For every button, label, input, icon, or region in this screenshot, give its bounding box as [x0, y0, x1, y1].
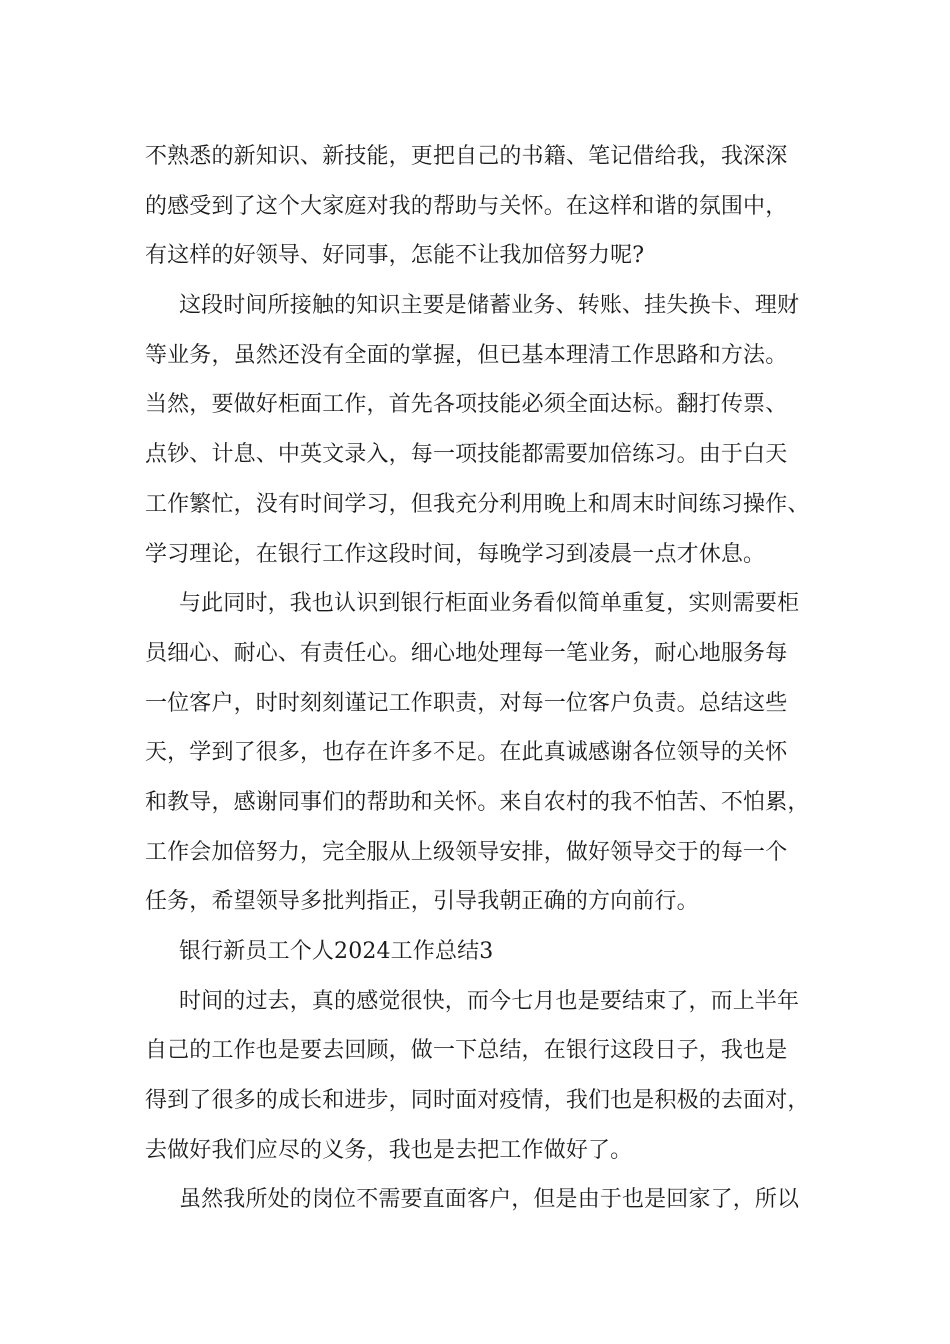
- text-line: 当然，要做好柜面工作，首先各项技能必须全面达标。翻打传票、: [145, 392, 788, 418]
- text-line: 不熟悉的新知识、新技能，更把自己的书籍、笔记借给我，我深深: [145, 144, 788, 169]
- paragraph-start-line: 时间的过去，真的感觉很快，而今七月也是要结束了，而上半年: [179, 988, 800, 1014]
- text-line: 等业务，虽然还没有全面的掌握，但已基本理清工作思路和方法。: [145, 342, 788, 368]
- text-line: 工作会加倍努力，完全服从上级领导安排，做好领导交于的每一个: [145, 839, 788, 865]
- text-line: 自己的工作也是要去回顾，做一下总结，在银行这段日子，我也是: [145, 1038, 788, 1064]
- paragraph-start-line: 与此同时，我也认识到银行柜面业务看似简单重复，实则需要柜: [179, 591, 800, 617]
- text-line: 员细心、耐心、有责任心。细心地处理每一笔业务，耐心地服务每: [145, 640, 788, 666]
- text-line: 天，学到了很多，也存在许多不足。在此真诚感谢各位领导的关怀: [145, 740, 788, 766]
- text-line: 工作繁忙，没有时间学习，但我充分利用晚上和周末时间练习操作、: [145, 491, 810, 517]
- text-line: 点钞、计息、中英文录入，每一项技能都需要加倍练习。由于白天: [145, 442, 788, 468]
- text-line: 学习理论，在银行工作这段时间，每晚学习到凌晨一点才休息。: [145, 541, 766, 567]
- text-line: 的感受到了这个大家庭对我的帮助与关怀。在这样和谐的氛围中，: [145, 193, 788, 219]
- text-line: 得到了很多的成长和进步，同时面对疫情，我们也是积极的去面对，: [145, 1088, 810, 1114]
- text-line: 任务，希望领导多批判指正，引导我朝正确的方向前行。: [145, 889, 699, 915]
- text-line: 一位客户，时时刻刻谨记工作职责，对每一位客户负责。总结这些: [145, 690, 788, 716]
- paragraph-start-line: 虽然我所处的岗位不需要直面客户，但是由于也是回家了，所以: [179, 1187, 800, 1213]
- document-page: [145, 132, 825, 1225]
- paragraph-start-line: 这段时间所接触的知识主要是储蓄业务、转账、挂失换卡、理财: [179, 293, 800, 319]
- text-line: 有这样的好领导、好同事，怎能不让我加倍努力呢?: [145, 243, 645, 269]
- text-line: 去做好我们应尽的义务，我也是去把工作做好了。: [145, 1137, 633, 1163]
- section-heading: 银行新员工个人2024工作总结3: [179, 939, 494, 964]
- text-line: 和教导，感谢同事们的帮助和关怀。来自农村的我不怕苦、不怕累，: [145, 789, 810, 815]
